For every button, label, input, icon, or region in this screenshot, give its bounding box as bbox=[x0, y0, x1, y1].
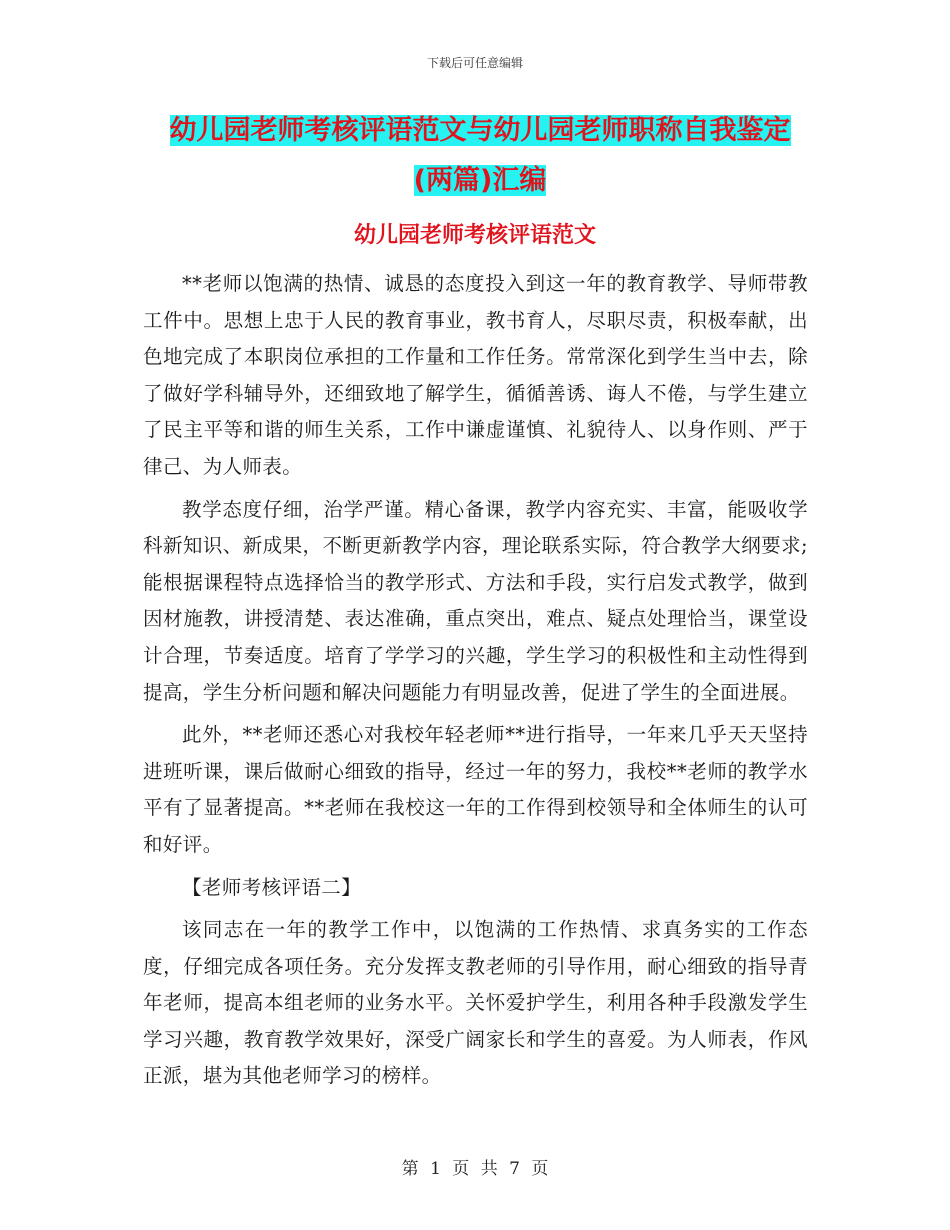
section-title: 幼儿园老师考核评语范文 bbox=[353, 223, 596, 248]
header-note: 下载后可任意编辑 bbox=[426, 56, 523, 70]
document-title-line1: 幼儿园老师考核评语范文与幼儿园老师职称自我鉴定 bbox=[169, 115, 791, 146]
document-title-line2: (两篇)汇编 bbox=[413, 165, 547, 196]
paragraph-1: **老师以饱满的热情、诚恳的态度投入到这一年的教育教学、导师带教工件中。思想上忠于人民的教育事业，教书育人，尽职尽责，积极奉献，出色地完成了本职岗位承担的工作量和工作任务。常常深化到学生当中去，除了做好学科辅导外，还细致地了解学生，循循善诱、诲人不倦，与学生建立了民主平等和谐的师生关系，工作中谦虚谨慎、礼貌待人、以身作则、严于律己、为人师表。 bbox=[143, 272, 808, 478]
paragraph-2: 教学态度仔细，治学严谨。精心备课，教学内容充实、丰富，能吸收学科新知识、新成果，不断更新教学内容，理论联系实际，符合教学大纲要求;能根据课程特点选择恰当的教学形式、方法和手段，实行启发式教学，做到因材施教，讲授清楚、表达准确，重点突出，难点、疑点处理恰当，课堂设计合理，节奏适度。培育了学学习的兴趣，学生学习的积极性和主动性得到提高，学生分析问题和解决问题能力有明显改善，促进了学生的全面进展。 bbox=[143, 497, 808, 704]
body-text bbox=[143, 266, 808, 1095]
document-title bbox=[140, 106, 820, 206]
page-footer: 第 1 页 共 7 页 bbox=[401, 1159, 549, 1179]
subsection-heading: 【老师考核评语二】 bbox=[182, 875, 362, 899]
paragraph-3: 此外，**老师还悉心对我校年轻老师**进行指导，一年来几乎天天坚持进班听课，课后做耐心细致的指导，经过一年的努力，我校**老师的教学水平有了显著提高。**老师在我校这一年的工作得到校领导和全体师生的认可和好评。 bbox=[143, 723, 808, 856]
paragraph-4: 该同志在一年的教学工作中，以饱满的工作热情、求真务实的工作态度，仔细完成各项任务。充分发挥支教老师的引导作用，耐心细致的指导青年老师，提高本组老师的业务水平。关怀爱护学生，利用各种手段激发学生学习兴趣，教育教学效果好，深受广阔家长和学生的喜爱。为人师表，作风正派，堪为其他老师学习的榜样。 bbox=[143, 918, 808, 1088]
